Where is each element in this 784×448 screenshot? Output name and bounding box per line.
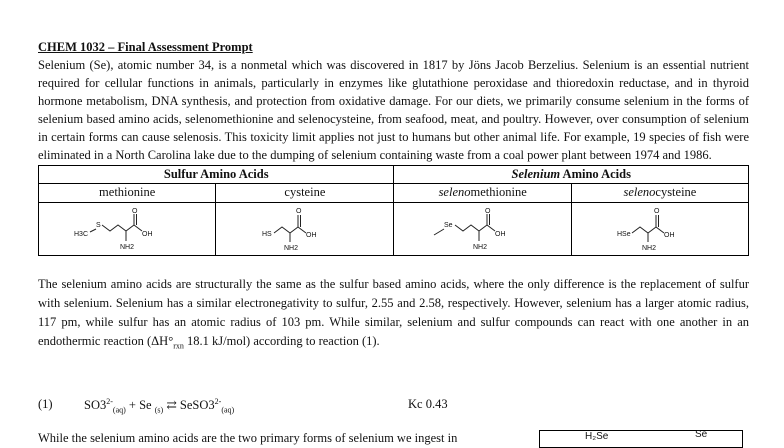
svg-text:HSe: HSe (616, 230, 631, 238)
svg-text:O: O (132, 207, 138, 215)
side-table (539, 430, 743, 448)
svg-text:OH: OH (142, 230, 153, 238)
svg-text:O: O (484, 207, 491, 215)
selenium-group-header: Selenium Amino Acids (394, 165, 749, 183)
svg-text:H3C: H3C (74, 230, 89, 238)
h2se-header: H₂Se (585, 431, 609, 442)
svg-text:O: O (653, 207, 660, 215)
cysteine-structure (216, 202, 394, 255)
body-paragraph: The selenium amino acids are structurally the same as the sulfur based amino acids, where the only difference is the replacement of sulfur with selenium. Selenium has a similar electronegativity to sulfur, 2.55 and 2.58, respectively. However, selenium has a larger atomic radius, 117 pm, while sulfur has an atomic radius of 103 pm. While similar, selenium and sulfur compounds can react with one another in an endothermic reaction ($\Delta H^\circ_{rxn}$ 18.1 kJ/mol) according to reaction (1). (38, 276, 749, 351)
selenocysteine-name: selenocysteine (571, 183, 748, 202)
cysteine-name: cysteine (216, 183, 394, 202)
methionine-name: methionine (39, 183, 216, 202)
svg-text:Se: Se (443, 221, 453, 229)
methionine-structure (39, 202, 216, 255)
selenocysteine-structure (571, 202, 748, 255)
sulfur-group-header: Sulfur Amino Acids (39, 165, 394, 183)
svg-text:NH2: NH2 (120, 243, 135, 251)
selenomethionine-structure (394, 202, 571, 255)
amino-acid-table (38, 165, 749, 256)
svg-text:O: O (295, 207, 302, 215)
equilibrium-constant: Kc 0.43 (408, 397, 448, 411)
reaction-equation (38, 397, 749, 417)
page-title: CHEM 1032 – Final Assessment Prompt (38, 40, 253, 54)
equation-number: (1) (38, 397, 53, 411)
svg-text:S: S (96, 221, 101, 229)
svg-text:OH: OH (305, 231, 317, 239)
equation-reaction: $SO3^{2-}_{(aq)} + Se$ $_{(s)}$ ⇄ $SeSO3^{2-}_{(aq)}$ (84, 397, 235, 415)
se-header: Se (695, 429, 708, 440)
svg-text:NH2: NH2 (641, 244, 656, 252)
document-page (38, 38, 749, 355)
svg-text:NH2: NH2 (283, 244, 298, 252)
selenomethionine-name: selenomethionine (394, 183, 571, 202)
svg-text:NH2: NH2 (472, 243, 487, 251)
svg-text:OH: OH (494, 230, 506, 238)
svg-text:HS: HS (261, 230, 272, 238)
truncated-paragraph: While the selenium amino acids are the two primary forms of selenium we ingest in (38, 431, 458, 445)
svg-text:OH: OH (663, 231, 675, 239)
intro-paragraph: Selenium (Se), atomic number 34, is a nonmetal which was discovered in 1817 by Jöns Jacob Berzelius. Selenium is an essential nutrient required for cellular functions in animals, particularly in enzymes like glutathione peroxidase and thioredoxin reductase, and in thyroid hormone metabolism, DNA synthesis, and protection from oxidative damage. For our diets, we primarily consume selenium in the forms of selenium based amino acids, selenomethionine and selenocysteine, from seafood, meat, and poultry. However, over consumption of selenium in certain forms can cause selenosis. This toxicity limit applies not just to humans but other animal life. For example, 19 species of fish were eliminated in a North Carolina lake due to the dumping of selenium containing waste from a coal power plant between 1974 and 1986. (38, 58, 749, 163)
